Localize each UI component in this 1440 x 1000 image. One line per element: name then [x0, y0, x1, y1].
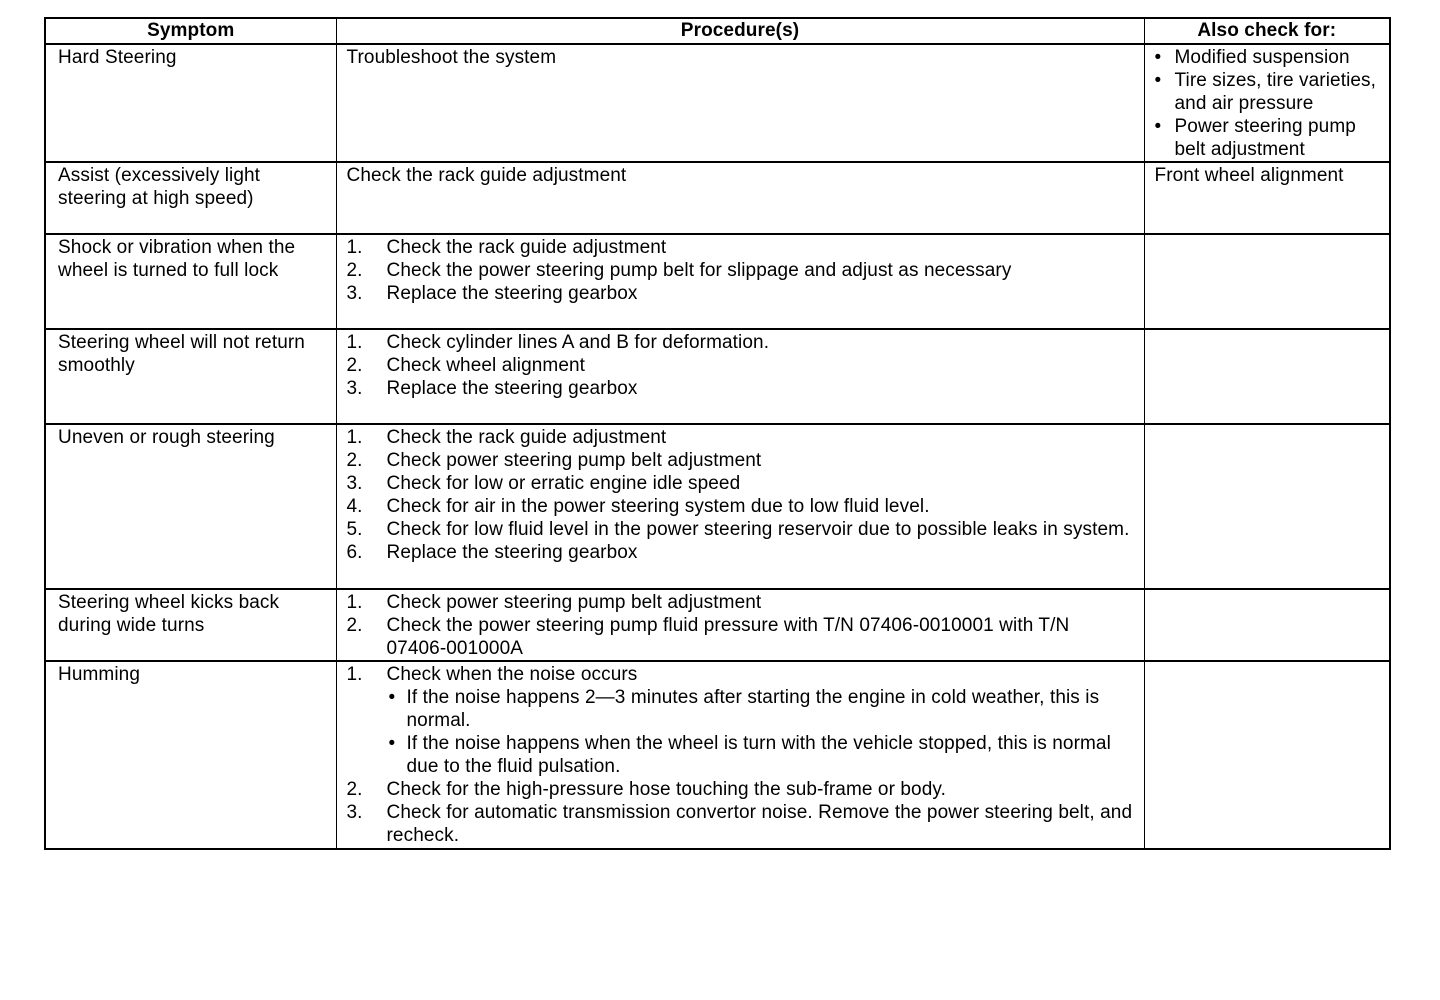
list-item: • Modified suspension: [1155, 46, 1386, 69]
procedure-cell: [336, 234, 1144, 329]
symptom-cell: Steering wheel kicks back during wide turns: [46, 589, 336, 661]
table-row: [46, 162, 1389, 234]
procedure-steps: [347, 426, 1134, 564]
also-check-cell: [1144, 329, 1389, 424]
step-text: Check the rack guide adjustment: [386, 237, 667, 258]
procedure-step: [347, 331, 1134, 354]
procedure-step: [347, 236, 1134, 259]
step-text: Check for the high-pressure hose touching the sub-frame or body.: [386, 779, 946, 800]
procedure-step: [347, 541, 1134, 564]
step-number: 2.: [346, 260, 363, 281]
list-item: • Tire sizes, tire varieties, and air pressure: [1155, 69, 1386, 115]
also-check-cell: [1144, 661, 1389, 848]
procedure-step: [347, 354, 1134, 377]
table-row: [46, 44, 1389, 162]
list-item: • If the noise happens 2—3 minutes after starting the engine in cold weather, this is normal.: [387, 686, 1134, 732]
troubleshooting-table: [46, 19, 1389, 848]
procedure-step: [347, 495, 1134, 518]
procedure-steps: [347, 236, 1134, 305]
procedure-step: [347, 778, 1134, 801]
procedure-step: [347, 591, 1134, 614]
procedure-step: [347, 426, 1134, 449]
step-number: 3.: [346, 802, 363, 823]
also-check-cell: [1144, 589, 1389, 661]
header-procedure: Procedure(s): [336, 19, 1144, 44]
step-number: 1.: [346, 664, 363, 685]
troubleshooting-table-frame: [44, 17, 1391, 850]
step-text: Check for low fluid level in the power steering reservoir due to possible leaks in system.: [386, 519, 1130, 540]
procedure-step: [347, 614, 1134, 660]
header-also-check: Also check for:: [1144, 19, 1389, 44]
step-text: Check power steering pump belt adjustment: [386, 592, 762, 613]
step-text: Check for low or erratic engine idle speed: [386, 473, 741, 494]
procedure-cell: [336, 424, 1144, 589]
table-row: [46, 234, 1389, 329]
procedure-step: [347, 472, 1134, 495]
step-number: 2.: [346, 615, 363, 636]
also-check-list: [1155, 46, 1386, 161]
step-number: 4.: [346, 496, 363, 517]
step-text: Check power steering pump belt adjustment: [386, 450, 762, 471]
step-number: 2.: [346, 355, 363, 376]
procedure-cell: [336, 589, 1144, 661]
step-text: Check for air in the power steering system due to low fluid level.: [386, 496, 930, 517]
procedure-step: [347, 282, 1134, 305]
step-number: 6.: [346, 542, 363, 563]
step-number: 1.: [346, 427, 363, 448]
procedure-steps: [347, 663, 1134, 847]
symptom-cell: Hard Steering: [46, 44, 336, 162]
step-text: Check the power steering pump fluid pressure with T/N 07406-0010001 with T/N 07406-001000A: [386, 615, 1070, 659]
step-number: 2.: [346, 450, 363, 471]
procedure-step: [347, 518, 1134, 541]
procedure-step: [347, 801, 1134, 847]
step-text: Check the power steering pump belt for slippage and adjust as necessary: [386, 260, 1012, 281]
noise-condition-list: [387, 686, 1134, 778]
step-text: Check for automatic transmission convertor noise. Remove the power steering belt, and recheck.: [386, 802, 1133, 846]
step-text: Check when the noise occurs: [386, 664, 638, 685]
symptom-cell: Uneven or rough steering: [46, 424, 336, 589]
also-check-cell: [1144, 234, 1389, 329]
step-number: 5.: [346, 519, 363, 540]
step-text: Check wheel alignment: [386, 355, 586, 376]
procedure-step: [347, 449, 1134, 472]
step-text: Replace the steering gearbox: [386, 283, 638, 304]
step-text: Check cylinder lines A and B for deformation.: [386, 332, 770, 353]
step-number: 1.: [346, 237, 363, 258]
table-row: [46, 329, 1389, 424]
also-check-cell: [1144, 44, 1389, 162]
symptom-cell: Shock or vibration when the wheel is turned to full lock: [46, 234, 336, 329]
header-row: [46, 19, 1389, 44]
symptom-cell: Steering wheel will not return smoothly: [46, 329, 336, 424]
table-row: [46, 661, 1389, 848]
step-number: 3.: [346, 283, 363, 304]
also-check-cell: Front wheel alignment: [1144, 162, 1389, 234]
step-number: 3.: [346, 378, 363, 399]
symptom-cell: Assist (excessively light steering at high speed): [46, 162, 336, 234]
procedure-cell: Check the rack guide adjustment: [336, 162, 1144, 234]
symptom-cell: Humming: [46, 661, 336, 848]
step-text: Check the rack guide adjustment: [386, 427, 667, 448]
procedure-steps: [347, 591, 1134, 660]
procedure-cell: Troubleshoot the system: [336, 44, 1144, 162]
step-number: 3.: [346, 473, 363, 494]
procedure-step: [347, 259, 1134, 282]
procedure-cell: [336, 661, 1144, 848]
list-item: • Power steering pump belt adjustment: [1155, 115, 1386, 161]
table-row: [46, 424, 1389, 589]
procedure-step: [347, 663, 1134, 778]
step-number: 1.: [346, 592, 363, 613]
step-number: 1.: [346, 332, 363, 353]
also-check-cell: [1144, 424, 1389, 589]
header-symptom: Symptom: [147, 20, 235, 41]
step-number: 2.: [346, 779, 363, 800]
procedure-steps: [347, 331, 1134, 400]
procedure-cell: [336, 329, 1144, 424]
step-text: Replace the steering gearbox: [386, 378, 638, 399]
table-row: [46, 589, 1389, 661]
procedure-step: [347, 377, 1134, 400]
step-text: Replace the steering gearbox: [386, 542, 638, 563]
list-item: • If the noise happens when the wheel is turn with the vehicle stopped, this is normal due to the fluid pulsation.: [387, 732, 1134, 778]
